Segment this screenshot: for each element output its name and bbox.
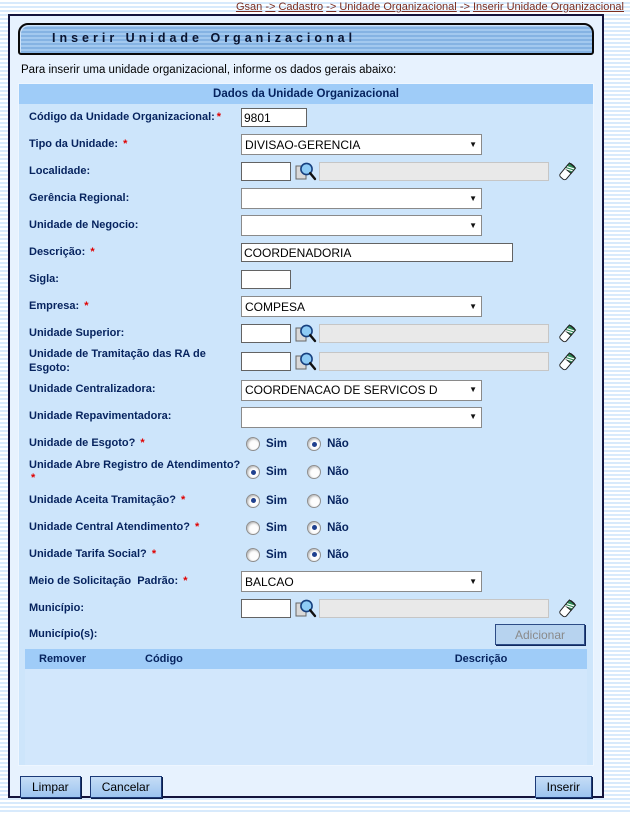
unidade-esgoto-label	[29, 437, 241, 451]
descricao-label	[29, 246, 241, 260]
field-row-meio-solicitacao	[19, 568, 593, 595]
limpar-button[interactable]: Limpar	[20, 776, 81, 798]
tipo-unidade-select[interactable]	[241, 134, 482, 155]
unidade-esgoto-sim-radio[interactable]	[246, 437, 260, 451]
aceita-tramitacao-label	[29, 494, 241, 508]
chevron-down-icon: ▼	[469, 576, 477, 586]
unidade-negocio-label	[29, 219, 241, 233]
municipio-nome-display	[319, 599, 549, 618]
gerencia-regional-label	[29, 192, 241, 206]
unidade-repavimentadora-label-text: Unidade Repavimentadora:	[29, 410, 172, 423]
central-atendimento-radio-group	[246, 521, 363, 535]
field-row-unidade-negocio	[19, 212, 593, 239]
tarifa-social-nao-radio[interactable]	[307, 548, 321, 562]
meio-solicitacao-selected-value: BALCAO	[245, 574, 294, 589]
field-row-municipios	[19, 622, 593, 649]
municipio-label	[29, 602, 241, 616]
column-header-remover: Remover	[39, 653, 87, 665]
form-panel	[18, 83, 594, 766]
chevron-down-icon: ▼	[469, 301, 477, 311]
required-marker: *	[140, 437, 145, 450]
nao-radio-label: Não	[327, 521, 349, 534]
column-header-descricao: Descrição	[454, 653, 508, 665]
codigo-label-text: Código da Unidade Organizacional:	[29, 110, 215, 123]
abre-registro-sim-radio[interactable]	[246, 465, 260, 479]
field-row-codigo	[19, 104, 593, 131]
empresa-select[interactable]	[241, 296, 482, 317]
descricao-input[interactable]	[241, 243, 513, 262]
municipios-label-text: Município(s):	[29, 627, 98, 640]
unidade-tramitacao-erase-button[interactable]	[555, 350, 579, 374]
municipio-label-text: Município:	[29, 601, 84, 614]
unidade-centralizadora-selected-value: COORDENACAO DE SERVICOS D	[245, 383, 438, 397]
page-title-bar	[18, 23, 594, 55]
municipios-table-body	[25, 669, 587, 765]
abre-registro-radio-group	[246, 465, 363, 479]
unidade-tramitacao-label	[29, 348, 241, 376]
required-marker: *	[31, 472, 36, 485]
descricao-label-text: Descrição:	[29, 245, 86, 258]
unidade-superior-label	[29, 327, 241, 341]
adicionar-button[interactable]: Adicionar	[495, 624, 585, 645]
gerencia-regional-select[interactable]	[241, 188, 482, 209]
sim-radio-label: Sim	[266, 548, 288, 561]
required-marker: *	[180, 493, 186, 506]
search-icon	[293, 350, 317, 374]
central-atendimento-sim-radio[interactable]	[246, 521, 260, 535]
main-window	[8, 14, 604, 798]
page-title: Inserir Unidade Organizacional	[52, 31, 357, 45]
field-row-municipio	[19, 595, 593, 622]
required-marker: *	[183, 574, 188, 587]
municipio-search-button[interactable]	[293, 597, 317, 621]
cancelar-button[interactable]: Cancelar	[90, 776, 162, 798]
sim-radio-label: Sim	[266, 466, 288, 479]
abre-registro-label-text: Unidade Abre Registro de Atendimento?	[29, 458, 241, 471]
breadcrumb-separator: ->	[265, 1, 276, 13]
tarifa-social-label-text: Unidade Tarifa Social?	[29, 547, 147, 560]
meio-solicitacao-label	[29, 575, 241, 589]
required-marker: *	[216, 110, 222, 123]
field-row-localidade	[19, 158, 593, 185]
field-row-sigla	[19, 266, 593, 293]
breadcrumb-separator: ->	[326, 1, 337, 13]
unidade-esgoto-nao-radio[interactable]	[307, 437, 321, 451]
search-icon	[293, 597, 317, 621]
search-icon	[293, 322, 317, 346]
section-header: Dados da Unidade Organizacional	[19, 84, 593, 104]
unidade-tramitacao-search-button[interactable]	[293, 350, 317, 374]
aceita-tramitacao-nao-radio[interactable]	[307, 494, 321, 508]
unidade-superior-erase-button[interactable]	[555, 322, 579, 346]
unidade-superior-label-text: Unidade Superior:	[29, 326, 125, 339]
unidade-superior-search-button[interactable]	[293, 322, 317, 346]
field-row-descricao	[19, 239, 593, 266]
sim-radio-label: Sim	[266, 438, 288, 450]
breadcrumb-link-cadastro[interactable]: Cadastro	[278, 1, 324, 13]
sigla-label-text: Sigla:	[29, 272, 59, 285]
field-row-aceita-tramitacao	[19, 487, 593, 514]
localidade-label	[29, 165, 241, 179]
unidade-esgoto-label-text: Unidade de Esgoto?	[29, 437, 136, 450]
unidade-tramitacao-code-input[interactable]	[241, 352, 291, 371]
municipio-code-input[interactable]	[241, 599, 291, 618]
field-row-unidade-centralizadora	[19, 377, 593, 404]
field-row-unidade-superior	[19, 320, 593, 347]
localidade-label-text: Localidade:	[29, 164, 91, 177]
tipo-unidade-label	[29, 138, 241, 152]
localidade-search-button[interactable]	[293, 160, 317, 184]
localidade-nome-display	[319, 162, 549, 181]
unidade-superior-nome-display	[319, 324, 549, 343]
central-atendimento-label	[29, 521, 241, 535]
breadcrumb	[0, 0, 630, 14]
codigo-input[interactable]	[241, 108, 307, 127]
municipio-erase-button[interactable]	[555, 597, 579, 621]
sim-radio-label: Sim	[266, 494, 288, 507]
unidade-repavimentadora-select[interactable]	[241, 407, 482, 428]
field-row-tipo-unidade	[19, 131, 593, 158]
column-header-codigo: Código	[145, 653, 183, 665]
aceita-tramitacao-label-text: Unidade Aceita Tramitação?	[29, 493, 176, 506]
breadcrumb-separator: ->	[459, 1, 470, 13]
unidade-tramitacao-nome-display	[319, 352, 549, 371]
chevron-down-icon: ▼	[469, 139, 477, 149]
localidade-code-input[interactable]	[241, 162, 291, 181]
inserir-button[interactable]: Inserir	[535, 776, 592, 798]
codigo-label	[29, 111, 241, 125]
field-row-unidade-esgoto	[19, 431, 593, 458]
municipios-label	[29, 628, 241, 642]
meio-solicitacao-label-text: Meio de Solicitação Padrão:	[29, 574, 179, 587]
field-row-central-atendimento	[19, 514, 593, 541]
nao-radio-label: Não	[327, 466, 349, 479]
field-row-tarifa-social	[19, 541, 593, 568]
gerencia-regional-label-text: Gerência Regional:	[29, 191, 130, 204]
unidade-tramitacao-label-text: Unidade de Tramitação das RA de Esgoto:	[29, 348, 206, 374]
eraser-icon	[555, 322, 579, 346]
empresa-label-text: Empresa:	[29, 299, 80, 312]
unidade-negocio-label-text: Unidade de Negocio:	[29, 218, 139, 231]
central-atendimento-label-text: Unidade Central Atendimento?	[29, 520, 190, 533]
breadcrumb-link-unidade-organizacional[interactable]: Unidade Organizacional	[339, 1, 457, 13]
required-marker: *	[90, 245, 95, 258]
unidade-negocio-select[interactable]	[241, 215, 482, 236]
sigla-label	[29, 273, 241, 287]
empresa-label	[29, 300, 241, 314]
sigla-input[interactable]	[241, 270, 291, 289]
chevron-down-icon: ▼	[469, 193, 477, 203]
tipo-unidade-label-text: Tipo da Unidade:	[29, 137, 119, 150]
unidade-centralizadora-label-text: Unidade Centralizadora:	[29, 383, 156, 396]
abre-registro-label	[29, 459, 241, 487]
breadcrumb-link-gsan[interactable]: Gsan	[235, 1, 263, 13]
tarifa-social-sim-radio[interactable]	[246, 548, 260, 562]
aceita-tramitacao-sim-radio[interactable]	[246, 494, 260, 508]
municipios-table	[25, 649, 587, 765]
eraser-icon	[555, 350, 579, 374]
unidade-superior-code-input[interactable]	[241, 324, 291, 343]
required-marker: *	[84, 299, 89, 312]
chevron-down-icon: ▼	[469, 412, 477, 421]
field-row-empresa	[19, 293, 593, 320]
tarifa-social-radio-group	[246, 548, 363, 562]
unidade-centralizadora-label	[29, 383, 241, 397]
nao-radio-label: Não	[327, 494, 349, 507]
action-buttons	[20, 776, 592, 798]
unidade-esgoto-radio-group	[246, 437, 363, 451]
unidade-repavimentadora-label	[29, 410, 241, 424]
unidade-centralizadora-select[interactable]	[241, 380, 482, 401]
breadcrumb-link-inserir-unidade-organizacional[interactable]: Inserir Unidade Organizacional	[472, 1, 624, 13]
required-marker: *	[195, 520, 200, 533]
field-row-unidade-repavimentadora	[19, 404, 593, 431]
sim-radio-label: Sim	[266, 521, 288, 534]
abre-registro-nao-radio[interactable]	[307, 465, 321, 479]
tipo-unidade-selected-value: DIVISAO-GERENCIA	[245, 137, 361, 152]
central-atendimento-nao-radio[interactable]	[307, 521, 321, 535]
field-row-unidade-tramitacao	[19, 347, 593, 377]
chevron-down-icon: ▼	[469, 385, 477, 394]
municipios-table-header	[25, 649, 587, 669]
required-marker: *	[151, 547, 157, 560]
eraser-icon	[555, 160, 579, 184]
intro-text: Para inserir uma unidade organizacional, informe os dados gerais abaixo:	[21, 64, 397, 76]
nao-radio-label: Não	[327, 548, 349, 561]
localidade-erase-button[interactable]	[555, 160, 579, 184]
nao-radio-label: Não	[327, 438, 349, 450]
required-marker: *	[123, 137, 128, 150]
empresa-selected-value: COMPESA	[245, 299, 306, 314]
field-row-abre-registro	[19, 458, 593, 488]
meio-solicitacao-select[interactable]	[241, 571, 482, 592]
chevron-down-icon: ▼	[469, 220, 477, 230]
eraser-icon	[555, 597, 579, 621]
field-row-gerencia-regional	[19, 185, 593, 212]
search-icon	[293, 160, 317, 184]
tarifa-social-label	[29, 548, 241, 562]
aceita-tramitacao-radio-group	[246, 494, 363, 508]
